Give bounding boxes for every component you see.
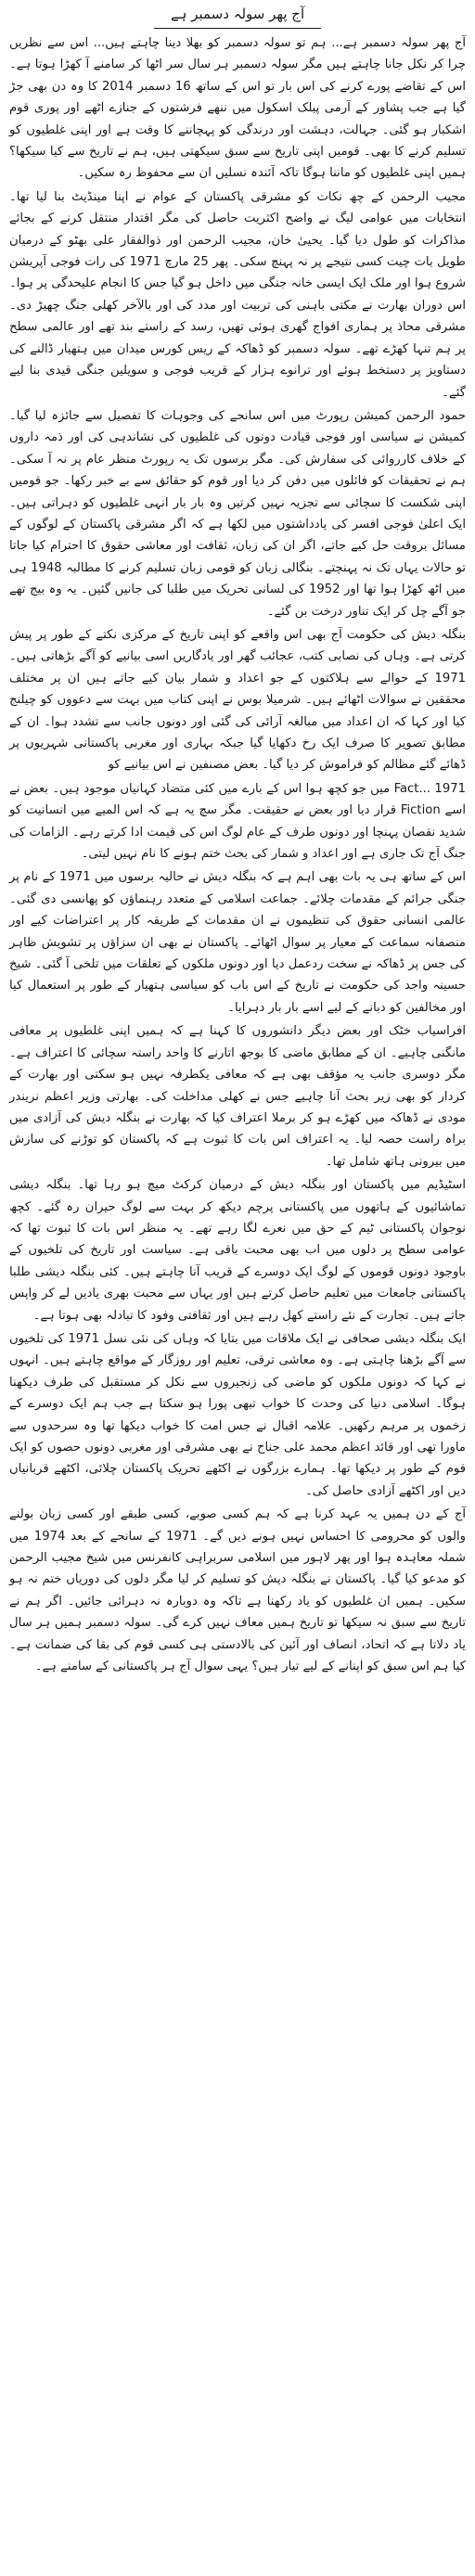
headline-underline [154, 28, 321, 29]
paragraph: حمود الرحمن کمیشن رپورٹ میں اس سانحے کی وجوہات کا تفصیل سے جائزہ لیا گیا۔ کمیشن نے سیاسی اور فوجی قیادت دونوں کی غلطیوں کی نشاندہی کی اور ذمہ داروں کے خلاف کارروائی کی سفارش کی۔ مگر برسوں تک یہ رپورٹ منظر عام پر نہ آ سکی۔ ہم نے تحقیقات کو فائلوں میں دفن کر دیا اور قوم کو حقائق سے بے خبر رکھا۔ جو قومیں اپنی شکست کا سچائی سے تجزیہ نہیں کرتیں وہ بار بار انہی غلطیوں کو دہراتی ہیں۔ ایک اعلیٰ فوجی افسر کی یادداشتوں میں لکھا ہے کہ اگر مشرقی پاکستان کے لوگوں کے مسائل بروقت حل کیے جاتے، اگر ان کی زبان، ثقافت اور معاشی حقوق کا احترام کیا جاتا تو حالات یہاں تک نہ پہنچتے۔ بنگالی زبان کو قومی زبان تسلیم کرنے کا مطالبہ 1948 ہی میں اٹھ کھڑا ہوا تھا اور 1952 کی لسانی تحریک میں طلبا کی جانیں گئیں۔ یہ وہ بیج تھے جو آگے چل کر ایک تناور درخت بن گئے۔ [9, 408, 466, 619]
paragraph: اس کے ساتھ ہی یہ بات بھی اہم ہے کہ بنگلہ دیش نے حالیہ برسوں میں 1971 کے نام پر جنگی جرائم کے مقدمات چلائے۔ جماعت اسلامی کے متعدد رہنماؤں کو پھانسی دی گئی۔ عالمی انسانی حقوق کی تنظیموں نے ان مقدمات کے طریقہ کار پر اعتراضات کیے اور منصفانہ سماعت کے معیار پر سوال اٹھائے۔ پاکستان نے بھی ان سزاؤں پر تشویش ظاہر کی جس پر ڈھاکہ نے سخت ردعمل دیا اور دونوں ملکوں کے تعلقات میں تلخی آ گئی۔ شیخ حسینہ واجد کی حکومت نے تاریخ کے اس باب کو سیاسی ہتھیار کے طور پر استعمال کیا اور مخالفین کو دبانے کے لیے اسے بار بار دہرایا۔ [9, 870, 466, 1015]
paragraph: آج کے دن ہمیں یہ عہد کرنا ہے کہ ہم کسی صوبے، کسی طبقے اور کسی زبان بولنے والوں کو محرومی کا احساس نہیں ہونے دیں گے۔ 1971 کے سانحے کے بعد 1974 میں شملہ معاہدہ ہوا اور پھر لاہور میں اسلامی سربراہی کانفرنس میں شیخ مجیب الرحمن کو مدعو کیا گیا۔ پاکستان نے بنگلہ دیش کو تسلیم کر لیا مگر دلوں کی دوریاں ختم نہ ہو سکیں۔ ہمیں ان غلطیوں کو یاد رکھنا ہے تاکہ وہ دوبارہ نہ دہرائی جائیں۔ اگر ہم نے تاریخ سے سبق نہ سیکھا تو تاریخ ہمیں معاف نہیں کرے گی۔ سولہ دسمبر ہمیں ہر سال یاد دلاتا ہے کہ اتحاد، انصاف اور آئین کی بالادستی ہی کسی قوم کی بقا کی ضمانت ہے۔ کیا ہم اس سبق کو اپنانے کے لیے تیار ہیں؟ یہی سوال آج ہر پاکستانی کے سامنے ہے۔ [9, 1507, 466, 1674]
paragraph: مجیب الرحمن کے چھ نکات کو مشرقی پاکستان کے عوام نے اپنا مینڈیٹ بنا لیا تھا۔ انتخابات میں عوامی لیگ نے واضح اکثریت حاصل کی مگر اقتدار منتقل کرنے کے بجائے مذاکرات کو طول دیا گیا۔ یحییٰ خان، مجیب الرحمن اور ذوالفقار علی بھٹو کے درمیان طویل بات چیت کسی نتیجے پر نہ پہنچ سکی۔ پھر 25 مارچ 1971 کی رات فوجی آپریشن شروع ہوا اور ملک ایک ایسی خانہ جنگی میں داخل ہو گیا جس کا انجام علیحدگی پر ہوا۔ اس دوران بھارت نے مکتی باہنی کی تربیت اور مدد کی اور بالآخر کھلی جنگ چھیڑ دی۔ مشرقی محاذ پر ہماری افواج گھری ہوئی تھیں، رسد کے راستے بند تھے اور عالمی سطح پر ہم تنہا کھڑے تھے۔ سولہ دسمبر کو ڈھاکہ کے ریس کورس میدان میں ہتھیار ڈالنے کی دستاویز پر دستخط ہوئے اور ترانوے ہزار کے قریب فوجی و سویلین جنگی قیدی بنا لیے گئے۔ [9, 189, 466, 400]
paragraph: افراسیاب خٹک اور بعض دیگر دانشوروں کا کہنا ہے کہ ہمیں اپنی غلطیوں پر معافی مانگنی چاہیے۔ ان کے مطابق ماضی کا بوجھ اتارنے کا واحد راستہ سچائی کا اعتراف ہے۔ مگر دوسری جانب یہ مؤقف بھی ہے کہ معافی یکطرفہ نہیں ہو سکتی اور بھارت کے کردار کو بھی زیر بحث آنا چاہیے جس نے کھلی مداخلت کی۔ بھارتی وزیر اعظم نریندر مودی نے ڈھاکہ میں کھڑے ہو کر برملا اعتراف کیا کہ بھارت نے بنگلہ دیش کی آزادی میں براہ راست حصہ لیا۔ یہ اعتراف اس بات کا ثبوت ہے کہ پاکستان کو توڑنے کی سازش میں بیرونی ہاتھ شامل تھا۔ [9, 1024, 466, 1169]
paragraph: اسٹیڈیم میں پاکستان اور بنگلہ دیش کے درمیان کرکٹ میچ ہو رہا تھا۔ بنگلہ دیشی تماشائیوں کے ہاتھوں میں پاکستانی پرچم دیکھ کر بہت سے لوگ حیران رہ گئے۔ کچھ نوجوان پاکستانی ٹیم کے حق میں نعرے لگا رہے تھے۔ یہ منظر اس بات کا ثبوت تھا کہ عوامی سطح پر دلوں میں اب بھی محبت باقی ہے۔ سیاست اور تاریخ کی تلخیوں کے باوجود دونوں قوموں کے لوگ ایک دوسرے کے قریب آنا چاہتے ہیں۔ کئی بنگلہ دیشی طلبا پاکستانی جامعات میں تعلیم حاصل کرتے ہیں اور یہاں سے محبت بھری یادیں لے کر واپس جاتے ہیں۔ تجارت کے نئے راستے کھل رہے ہیں اور ثقافتی وفود کا تبادلہ بھی ہوتا ہے۔ [9, 1178, 466, 1323]
paragraph: Fact... 1971 میں جو کچھ ہوا اس کے بارے میں کئی متضاد کہانیاں موجود ہیں۔ بعض نے اسے Fiction قرار دیا اور بعض نے حقیقت۔ مگر سچ یہ ہے کہ اس المیے میں انسانیت کو شدید نقصان پہنچا اور دونوں طرف کے عام لوگ اس کی قیمت ادا کرتے رہے۔ الزامات کی جنگ آج تک جاری ہے اور اعداد و شمار کی بحث ختم ہونے کا نام نہیں لیتی۔ [9, 781, 466, 862]
paragraph: آج پھر سولہ دسمبر ہے... ہم تو سولہ دسمبر کو بھلا دینا چاہتے ہیں... اس سے نظریں چرا کر نکل جانا چاہتے ہیں مگر سولہ دسمبر ہر سال سر اٹھا کر سامنے آ کھڑا ہوتا ہے۔ اس کے تقاضے پورے کرنے کی اس بار تو اس کے ساتھ 16 دسمبر 2014 کا وہ دن بھی جڑ گیا ہے جب پشاور کے آرمی پبلک اسکول میں ننھے فرشتوں کے جنازے اٹھے اور پوری قوم اشکبار ہو گئی۔ جہالت، دہشت اور درندگی کو پہچاننے کا وقت ہے اور اپنی غلطیوں کو تسلیم کرنے کا بھی۔ قومیں اپنی تاریخ سے سبق سیکھتی ہیں، ہم نے تاریخ سے کیا سیکھا؟ ہمیں اپنی غلطیوں کو ماننا ہوگا تاکہ آئندہ نسلیں ان سے محفوظ رہ سکیں۔ [9, 36, 467, 181]
paragraph: ایک بنگلہ دیشی صحافی نے ایک ملاقات میں بتایا کہ وہاں کی نئی نسل 1971 کی تلخیوں سے آگے بڑھنا چاہتی ہے۔ وہ معاشی ترقی، تعلیم اور روزگار کے مواقع چاہتے ہیں۔ انہوں نے کہا کہ دونوں ملکوں کو ماضی کی زنجیروں سے نکل کر مستقبل کی طرف دیکھنا ہوگا۔ اسلامی دنیا کی وحدت کا خواب تبھی پورا ہو سکتا ہے جب ہم ایک دوسرے کے زخموں پر مرہم رکھیں۔ علامہ اقبال نے جس امت کا خواب دیکھا تھا وہ سرحدوں سے ماورا تھی اور قائد اعظم محمد علی جناح نے بھی مشرقی اور مغربی دونوں حصوں کو ایک قوم کے طور پر دیکھا تھا۔ ہمارے بزرگوں نے اکٹھے تحریک پاکستان چلائی، اکٹھے قربانیاں دیں اور اکٹھے آزادی حاصل کی۔ [9, 1331, 466, 1498]
headline: آج پھر سولہ دسمبر ہے [170, 6, 305, 22]
article-body [9, 32, 466, 1677]
paragraph: بنگلہ دیش کی حکومت آج بھی اس واقعے کو اپنی تاریخ کے مرکزی نکتے کے طور پر پیش کرتی ہے۔ وہاں کی نصابی کتب، عجائب گھر اور یادگاریں اسی بیانیے کو آگے بڑھاتی ہیں۔ 1971 کے حوالے سے ہلاکتوں کے جو اعداد و شمار بیان کیے جاتے ہیں ان پر مختلف محققین نے سوالات اٹھائے ہیں۔ شرمیلا بوس نے اپنی کتاب میں بہت سے دعووں کو چیلنج کیا اور کہا کہ ان اعداد میں مبالغہ آرائی کی گئی اور دونوں جانب سے تشدد ہوا۔ ان کے مطابق تصویر کا صرف ایک رخ دکھایا گیا جبکہ بہاری اور مغربی پاکستانی شہریوں پر ڈھائے گئے مظالم کو فراموش کر دیا گیا۔ بعض مصنفین نے اس بیانیے کو [9, 627, 466, 773]
